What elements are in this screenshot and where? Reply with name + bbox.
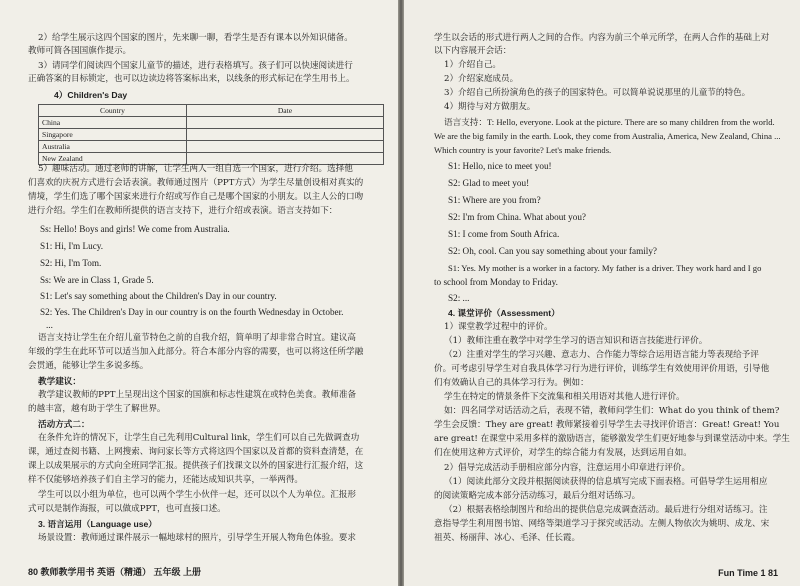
- text-line: 价。可考虑引导学生对自我具体学习行为进行评价，训练学生有效使用评价用语，引导他: [434, 364, 770, 374]
- table-row: [39, 117, 384, 129]
- text-line: 语言支持：T: Hello, everyone. Look at the picture. There are so many children from the world.: [444, 117, 775, 127]
- text-line: 2）给学生展示这四个国家的图片，先来聊一聊，看学生是否有课本以外知识储备。: [38, 33, 353, 43]
- dialogue-line: S2: ...: [448, 293, 470, 303]
- text-line: 在条件允许的情况下，让学生自己先利用Cultural link，学生们可以自己先做调查功: [38, 433, 360, 443]
- text-line: 3）请同学们阅读四个国家儿童节的描述，进行表格填写。孩子们可以快速阅读进行: [38, 61, 353, 71]
- dialogue-line: S1: Hi, I'm Lucy.: [40, 241, 104, 251]
- text-line: 教学建议教师的PPT上呈现出这个国家的国旗和标志性建筑在或特色美食。教师准备: [38, 390, 357, 400]
- table-cell-country: New Zealand: [39, 153, 187, 165]
- text-line: 学生可以以小组为单位，也可以两个学生小伙伴一起，还可以以个人为单位。汇报形: [38, 490, 356, 500]
- text-line: （1）教师注重在教学中对学生学习的语言知识和语言技能进行评价。: [444, 336, 708, 346]
- text-line: 的越丰富，越有助于学生了解世界。: [28, 404, 166, 414]
- dialogue-line: Ss: Hello! Boys and girls! We come from Australia.: [40, 224, 230, 234]
- table-header-date: Date: [187, 105, 384, 117]
- text-line: are great! 在课堂中采用多样的激励语言，能够激发学生们更好地参与到课堂活动中来。学生: [434, 434, 790, 444]
- text-line: 如：四名同学对话活动之后，表现不错，教师问学生们：What do you think of them?: [444, 406, 780, 416]
- text-line: 正确答案的目标锁定，也可以边读边将答案标出来，以线条的形式标记在学生用书上。: [28, 74, 355, 84]
- dialogue-line: Ss: We are in Class 1, Grade 5.: [40, 275, 154, 285]
- text-line: 3）介绍自己所扮演角色的孩子的国家特色。可以简单说说那里的儿童节的特色。: [444, 88, 751, 98]
- text-line: 祖英、杨丽萍、冰心、毛泽、任长霞。: [434, 533, 581, 543]
- text-line: 式可以是制作海报，可以做成PPT，也可直接口述。: [28, 504, 226, 514]
- text-line: 会贯通，能够让学生多说多练。: [28, 361, 149, 371]
- dialogue-line: S1: Hello, nice to meet you!: [448, 161, 552, 171]
- table-caption: 4）Children's Day: [54, 90, 128, 100]
- table-row: [39, 129, 384, 141]
- text-line: 的阅读策略完成本部分活动练习，最后分组对话练习。: [434, 491, 641, 501]
- page-footer: Fun Time 1 81: [718, 568, 778, 578]
- dialogue-line: S2: I'm from China. What about you?: [448, 212, 587, 222]
- text-line: 情境，学生们选了哪个国家来进行介绍或写作自己是哪个国家的小朋友。以主人公的口吻: [28, 192, 364, 202]
- text-line: 课上以成果展示的方式向全班同学汇报。提供孩子们找课文以外的国家进行汇报介绍，这: [28, 461, 364, 471]
- dialogue-line: S2: Hi, I'm Tom.: [40, 258, 102, 268]
- text-line: 学生在特定的情景条件下交流集和相关用语对其他人进行评价。: [444, 392, 685, 402]
- table-row: [39, 141, 384, 153]
- text-line: 5）趣味活动。通过老师的讲解，让学生两人一组自选一个国家，进行介绍。选择他: [38, 164, 353, 174]
- text-line: 场景设置：教师通过课件展示一幅地球村的照片，引导学生开展人物角色体验。要求: [38, 533, 356, 543]
- dialogue-line: S1: Let's say something about the Children's Day in our country.: [40, 291, 277, 301]
- text-line: 样不仅能够培养孩子们自主学习的能力，还能达成知识共享，一举两得。: [28, 475, 304, 485]
- page-footer: 80 教师教学用书 英语（精通） 五年级 上册: [28, 567, 202, 577]
- table-cell-date: [187, 117, 384, 129]
- dialogue-line: to school from Monday to Friday.: [434, 277, 558, 287]
- table-header-row: [39, 105, 384, 117]
- text-line: We are the big family in the earth. Look, they come from Australia, America, New Zealand, China ...: [434, 131, 781, 141]
- text-line: 意指导学生利用图书馆、网络等渠道学习于探究或活动。左侧人物依次为姚明、成龙、宋: [434, 519, 770, 529]
- text-line: 们有效确认自己的具体学习行为。例如：: [434, 378, 589, 388]
- dialogue-line: ...: [46, 320, 53, 330]
- text-line: 2）倡导完成活动手册相应部分内容，注意运用小印章进行评价。: [444, 463, 691, 473]
- text-line: 课，通过查阅书籍、上网搜索、询问家长等方式将这四个国家以及首都的资料查清楚，在: [28, 447, 364, 457]
- dialogue-line: S2: Glad to meet you!: [448, 178, 530, 188]
- text-line: 4）期待与对方做朋友。: [444, 102, 536, 112]
- text-line: 学生会反馈：They are great! 教师紧接着引导学生去寻找评价语言：Great! Great! You: [434, 420, 780, 430]
- text-line: 们喜欢的庆祝方式进行会话表演。教师通过图片（PPT方式）为学生尽量创设相对真实的: [28, 178, 364, 188]
- section-heading: 3. 语言运用（Language use）: [38, 519, 157, 529]
- dialogue-line: S1: I come from South Africa.: [448, 229, 560, 239]
- childrens-day-table: [38, 104, 384, 165]
- left-page: [0, 0, 398, 586]
- dialogue-line: S1: Yes. My mother is a worker in a factory. My father is a driver. They work hard and I go: [448, 263, 762, 273]
- text-line: 2）介绍家庭成员。: [444, 74, 519, 84]
- text-line: 教师可简各国国旗作提示。: [28, 46, 132, 56]
- table-cell-date: [187, 129, 384, 141]
- table-cell-date: [187, 153, 384, 165]
- right-page: [404, 0, 800, 586]
- text-line: 以下内容展开会话：: [434, 46, 512, 56]
- table-cell-date: [187, 141, 384, 153]
- text-line: （1）阅读此部分文段并根据阅读获得的信息填写完成下面表格。可倡导学生运用相应: [444, 477, 768, 487]
- section-heading: 活动方式二：: [38, 419, 90, 429]
- dialogue-line: S2: Oh, cool. Can you say something about your family?: [448, 246, 657, 256]
- table-cell-country: China: [39, 117, 187, 129]
- dialogue-line: S2: Yes. The Children's Day in our country is on the fourth Wednesday in October.: [40, 307, 344, 317]
- text-line: Which country is your favorite? Let's make friends.: [434, 145, 612, 155]
- table-cell-country: Australia: [39, 141, 187, 153]
- text-line: 进行介绍。学生们在教师所提供的语言支持下，进行介绍或表演。语言支持如下：: [28, 206, 338, 216]
- text-line: 们在使用这种方式评价，对学生的综合能力有发展，达到运用自如。: [434, 448, 692, 458]
- text-line: 学生以会话的形式进行两人之间的合作。内容为前三个单元所学，在两人合作的基础上对: [434, 33, 770, 43]
- text-line: 1）介绍自己。: [444, 60, 502, 70]
- section-heading: 教学建议：: [38, 376, 81, 386]
- text-line: 年级的学生在此环节可以适当加入此部分。符合本部分内容的需要，也可以将这任所学融: [28, 347, 364, 357]
- table-header-country: Country: [39, 105, 187, 117]
- text-line: 1）课堂教学过程中的评价。: [444, 322, 553, 332]
- text-line: 语言支持让学生在介绍儿童节特色之前的自我介绍，简单明了却非常合时宜。建议高: [38, 333, 356, 343]
- text-line: （2）根据表格绘制图片和给出的提供信息完成调查活动。最后进行分组对话练习。注: [444, 505, 768, 515]
- dialogue-line: S1: Where are you from?: [448, 195, 541, 205]
- table-row: [39, 153, 384, 165]
- text-line: （2）注重对学生的学习兴趣、意志力、合作能力等综合运用语言能力等表现给予评: [444, 350, 759, 360]
- table-cell-country: Singapore: [39, 129, 187, 141]
- section-heading: 4. 课堂评价（Assessment）: [448, 308, 560, 318]
